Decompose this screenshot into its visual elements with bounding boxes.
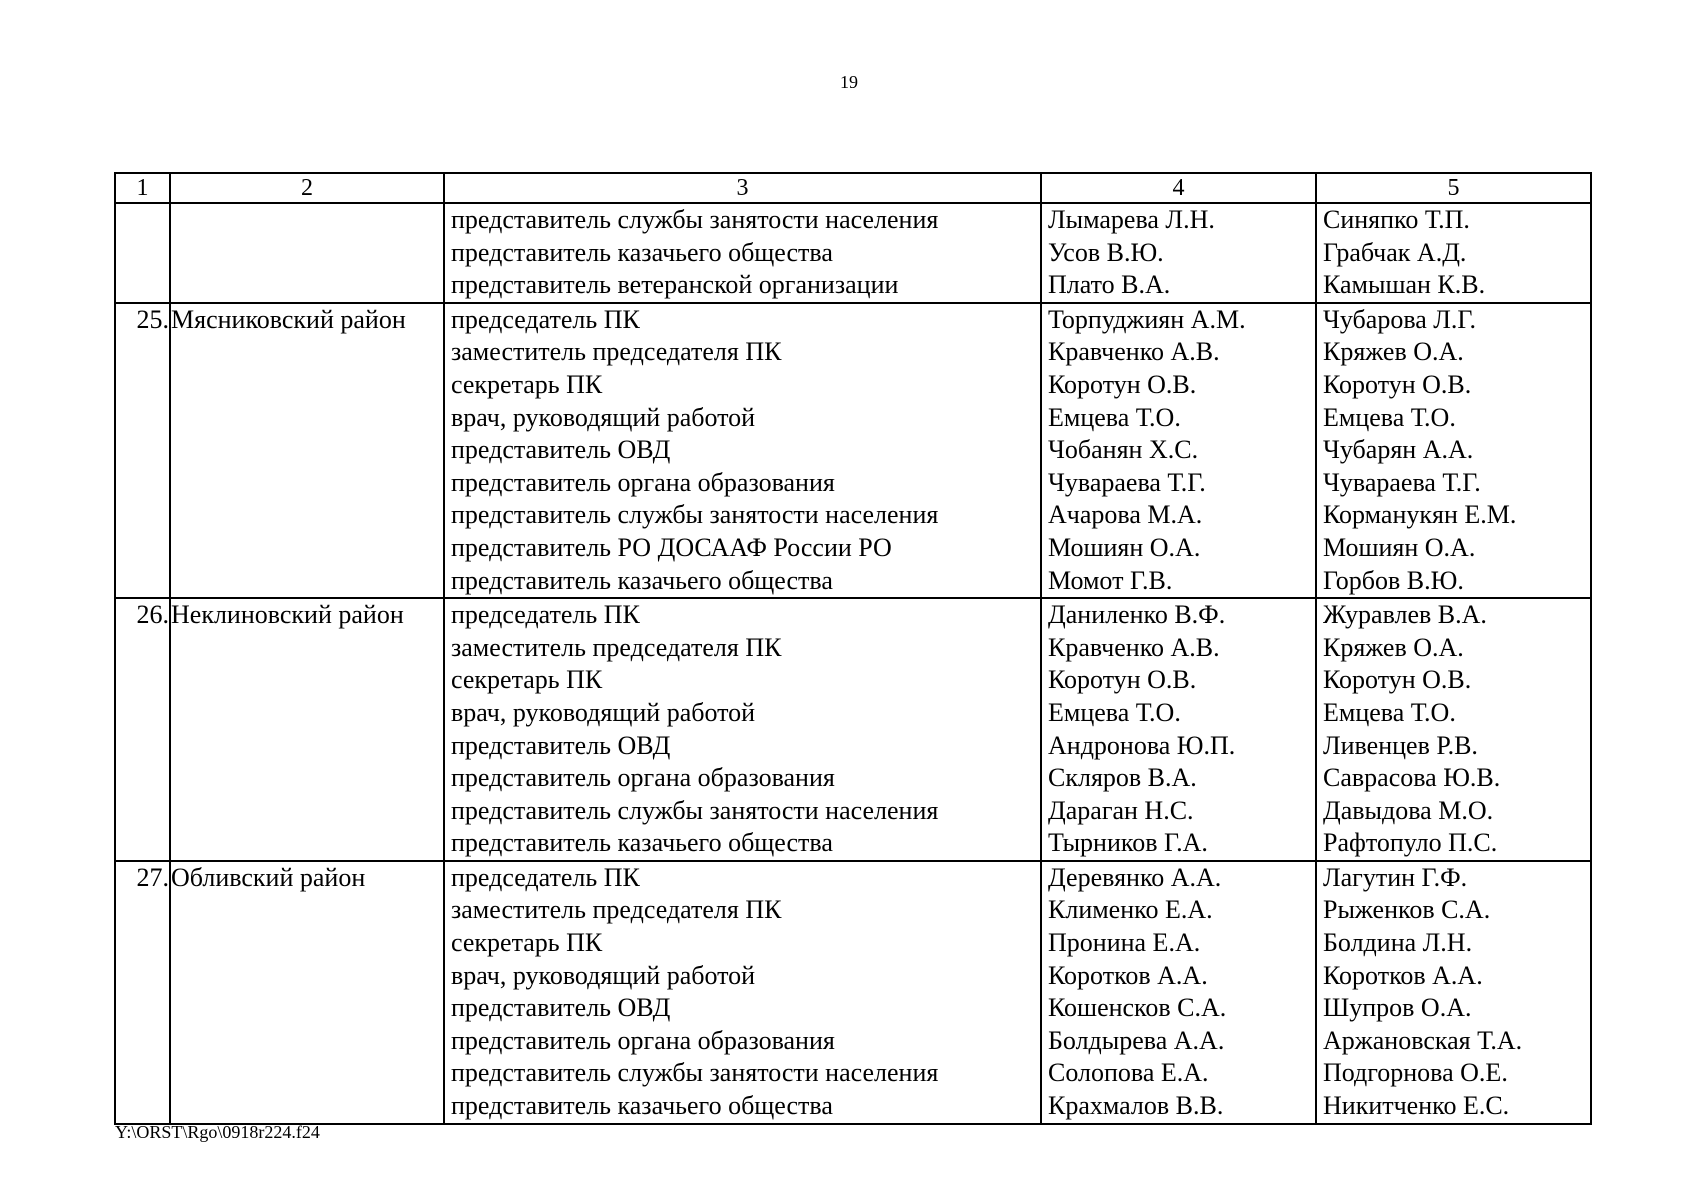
header-col-3: 3	[444, 173, 1041, 203]
position: секретарь ПК	[451, 665, 603, 695]
position-cell	[444, 598, 1041, 861]
file-path: Y:\ORST\Rgo\0918r224.f24	[115, 1122, 320, 1142]
member-reserve-cell	[1316, 203, 1591, 303]
member-reserve: Горбов В.Ю.	[1323, 565, 1464, 595]
page-number: 19	[840, 72, 858, 92]
position: представитель ОВД	[451, 730, 671, 760]
table-row	[115, 598, 1591, 861]
table-row	[115, 861, 1591, 1124]
member-primary-cell	[1041, 861, 1316, 1124]
member-reserve: Грабчак А.Д.	[1323, 237, 1467, 267]
member-reserve: Саврасова Ю.В.	[1323, 763, 1501, 793]
member-primary: Коротун О.В.	[1048, 665, 1197, 695]
member-primary: Торпуджиян А.М.	[1048, 304, 1246, 334]
member-reserve: Аржановская Т.А.	[1323, 1025, 1523, 1055]
member-primary: Дараган Н.С.	[1048, 795, 1194, 825]
header-col-4: 4	[1041, 173, 1316, 203]
member-primary: Плато В.А.	[1048, 270, 1171, 300]
member-reserve: Никитченко Е.С.	[1323, 1091, 1510, 1121]
header-col-2: 2	[170, 173, 444, 203]
row-number: 27.	[115, 861, 170, 1124]
position: представитель ветеранской организации	[451, 270, 899, 300]
position: секретарь ПК	[451, 928, 603, 958]
member-primary: Клименко Е.А.	[1048, 895, 1213, 925]
member-reserve: Лагутин Г.Ф.	[1323, 862, 1468, 892]
position: представитель казачьего общества	[451, 1091, 833, 1121]
position: представитель службы занятости населения	[451, 500, 939, 530]
member-reserve: Емцева Т.О.	[1323, 402, 1456, 432]
row-number: 26.	[115, 598, 170, 861]
position: представитель ОВД	[451, 993, 671, 1023]
member-primary: Емцева Т.О.	[1048, 402, 1181, 432]
position: представитель органа образования	[451, 763, 835, 793]
member-primary: Андронова Ю.П.	[1048, 730, 1236, 760]
position: заместитель председателя ПК	[451, 337, 782, 367]
position: заместитель председателя ПК	[451, 632, 782, 662]
position: представитель службы занятости населения	[451, 205, 939, 234]
header-row	[115, 173, 1591, 203]
member-reserve: Рыженков С.А.	[1323, 895, 1491, 925]
member-primary: Болдырева А.А.	[1048, 1025, 1225, 1055]
position: представитель РО ДОСААФ России РО	[451, 532, 892, 562]
member-reserve: Коротков А.А.	[1323, 960, 1483, 990]
member-primary: Емцева Т.О.	[1048, 697, 1181, 727]
member-reserve: Чубарова Л.Г.	[1323, 304, 1477, 334]
district-name: Неклиновский район	[170, 598, 444, 861]
member-reserve: Коротун О.В.	[1323, 369, 1472, 399]
position: представитель органа образования	[451, 1025, 835, 1055]
member-primary: Ачарова М.А.	[1048, 500, 1203, 530]
table-row	[115, 203, 1591, 303]
member-reserve: Шупров О.А.	[1323, 993, 1472, 1023]
member-reserve: Журавлев В.А.	[1323, 600, 1487, 630]
member-reserve-cell	[1316, 861, 1591, 1124]
member-primary: Кошенсков С.А.	[1048, 993, 1227, 1023]
member-reserve: Коротун О.В.	[1323, 665, 1472, 695]
row-number: 25.	[115, 303, 170, 598]
member-primary: Лымарева Л.Н.	[1048, 205, 1215, 234]
member-reserve: Камышан К.В.	[1323, 270, 1486, 300]
position: врач, руководящий работой	[451, 960, 756, 990]
member-reserve-cell	[1316, 598, 1591, 861]
member-reserve: Болдина Л.Н.	[1323, 928, 1473, 958]
member-primary: Скляров В.А.	[1048, 763, 1197, 793]
member-reserve: Кряжев О.А.	[1323, 632, 1464, 662]
member-primary-cell	[1041, 303, 1316, 598]
position-cell	[444, 203, 1041, 303]
position: представитель казачьего общества	[451, 828, 833, 858]
position-cell	[444, 861, 1041, 1124]
member-primary: Солопова Е.А.	[1048, 1058, 1209, 1088]
position: представитель ОВД	[451, 435, 671, 465]
position: представитель казачьего общества	[451, 565, 833, 595]
position: представитель казачьего общества	[451, 237, 833, 267]
member-primary: Пронина Е.А.	[1048, 928, 1201, 958]
position: представитель органа образования	[451, 467, 835, 497]
commission-table	[114, 172, 1592, 1125]
header-col-1: 1	[115, 173, 170, 203]
table-row	[115, 303, 1591, 598]
member-reserve: Корманукян Е.М.	[1323, 500, 1517, 530]
member-reserve: Мошиян О.А.	[1323, 532, 1476, 562]
member-primary: Коротун О.В.	[1048, 369, 1197, 399]
member-primary: Чувараева Т.Г.	[1048, 467, 1206, 497]
position: председатель ПК	[451, 862, 640, 892]
member-reserve: Рафтопуло П.С.	[1323, 828, 1498, 858]
member-primary-cell	[1041, 203, 1316, 303]
member-primary: Чобанян Х.С.	[1048, 435, 1199, 465]
member-primary: Коротков А.А.	[1048, 960, 1208, 990]
member-reserve: Чувараева Т.Г.	[1323, 467, 1481, 497]
position-cell	[444, 303, 1041, 598]
position: заместитель председателя ПК	[451, 895, 782, 925]
member-reserve: Емцева Т.О.	[1323, 697, 1456, 727]
position: представитель службы занятости населения	[451, 1058, 939, 1088]
member-primary: Деревянко А.А.	[1048, 862, 1222, 892]
member-primary: Момот Г.В.	[1048, 565, 1173, 595]
member-primary: Мошиян О.А.	[1048, 532, 1201, 562]
member-primary-cell	[1041, 598, 1316, 861]
member-primary: Кравченко А.В.	[1048, 337, 1220, 367]
member-reserve: Синяпко Т.П.	[1323, 205, 1470, 234]
header-col-5: 5	[1316, 173, 1591, 203]
position: представитель службы занятости населения	[451, 795, 939, 825]
position: секретарь ПК	[451, 369, 603, 399]
district-name	[170, 203, 444, 303]
position: председатель ПК	[451, 600, 640, 630]
row-number	[115, 203, 170, 303]
member-reserve: Давыдова М.О.	[1323, 795, 1494, 825]
position: врач, руководящий работой	[451, 697, 756, 727]
member-primary: Крахмалов В.В.	[1048, 1091, 1224, 1121]
member-primary: Кравченко А.В.	[1048, 632, 1220, 662]
member-primary: Усов В.Ю.	[1048, 237, 1164, 267]
position: врач, руководящий работой	[451, 402, 756, 432]
member-primary: Тырников Г.А.	[1048, 828, 1208, 858]
member-primary: Даниленко В.Ф.	[1048, 600, 1226, 630]
position: председатель ПК	[451, 304, 640, 334]
member-reserve-cell	[1316, 303, 1591, 598]
member-reserve: Подгорнова О.Е.	[1323, 1058, 1508, 1088]
member-reserve: Чубарян А.А.	[1323, 435, 1474, 465]
district-name: Обливский район	[170, 861, 444, 1124]
member-reserve: Ливенцев Р.В.	[1323, 730, 1478, 760]
member-reserve: Кряжев О.А.	[1323, 337, 1464, 367]
district-name: Мясниковский район	[170, 303, 444, 598]
